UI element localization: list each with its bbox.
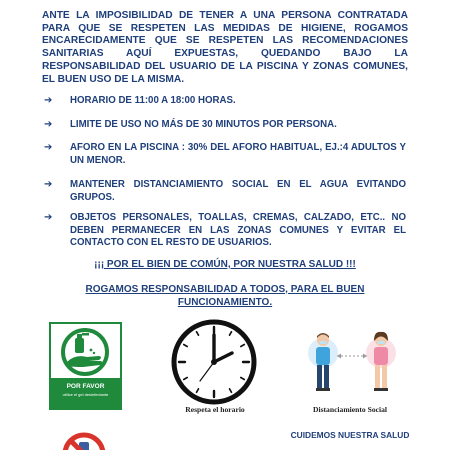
list-item	[44, 95, 406, 108]
list-item	[44, 212, 406, 250]
sign-band	[51, 378, 120, 408]
hand-sanitizer-icon	[53, 326, 118, 378]
slogan-text: ¡¡¡ POR EL BIEN DE COMÚN, POR NUESTRA SALUD !!!	[94, 259, 356, 270]
social-distancing-icon	[303, 328, 401, 400]
list-item	[44, 179, 406, 204]
care-text: CUIDEMOS NUESTRA SALUD	[290, 430, 410, 440]
request-text: ROGAMOS RESPONSABILIDAD A TODOS, PARA EL BUEN FUNCIONAMIENTO.	[85, 284, 365, 308]
list-item	[44, 142, 406, 167]
sanitizer-sign	[49, 322, 122, 410]
arrow-right-icon: ➔	[44, 179, 53, 190]
arrow-right-icon: ➔	[44, 119, 53, 130]
rule-text: HORARIO DE 11:00 A 18:00 HORAS.	[70, 95, 236, 106]
prohibition-icon	[60, 430, 108, 450]
rule-text: AFORO EN LA PISCINA : 30% DEL AFORO HABITUAL, EJ.:4 ADULTOS Y UN MENOR.	[70, 142, 406, 166]
sign-title: POR FAVOR	[66, 383, 105, 390]
arrow-right-icon: ➔	[44, 95, 53, 106]
rule-text: OBJETOS PERSONALES, TOALLAS, CREMAS, CALZADO, ETC.. NO DEBEN PERMANECER EN LAS ZONAS COMUNES Y EVITAR EL CONTACTO CON EL RESTO DE USUARIOS.	[70, 212, 406, 249]
list-item	[44, 119, 406, 132]
rule-text: MANTENER DISTANCIAMIENTO SOCIAL EN EL AGUA EVITANDO GRUPOS.	[70, 179, 406, 203]
arrow-right-icon: ➔	[44, 212, 53, 223]
clock-icon	[170, 318, 258, 406]
clock-caption: Respeta el horario	[185, 405, 245, 414]
distance-caption: Distanciamiento Social	[312, 405, 388, 414]
slogan	[0, 259, 450, 270]
intro-paragraph: ANTE LA IMPOSIBILIDAD DE TENER A UNA PERSONA CONTRATADA PARA QUE SE RESPETEN LAS MEDIDAS DE HIGIENE, ROGAMOS ENCARECIDAMENTE QUE SE RESPETEN LAS RECOMENDACIONES SANITARIAS AQUÍ EXPUESTAS, QUEDANDO BAJO LA RESPONSABILIDAD DEL USUARIO DE LA PISCINA Y ZONAS COMUNES, EL BUEN USO DE LA MISMA.	[42, 10, 408, 85]
arrow-right-icon: ➔	[44, 142, 53, 153]
rule-text: LIMITE DE USO NO MÁS DE 30 MINUTOS POR PERSONA.	[70, 119, 337, 130]
sign-subtitle: utilice el gel desinfectante	[62, 392, 109, 397]
